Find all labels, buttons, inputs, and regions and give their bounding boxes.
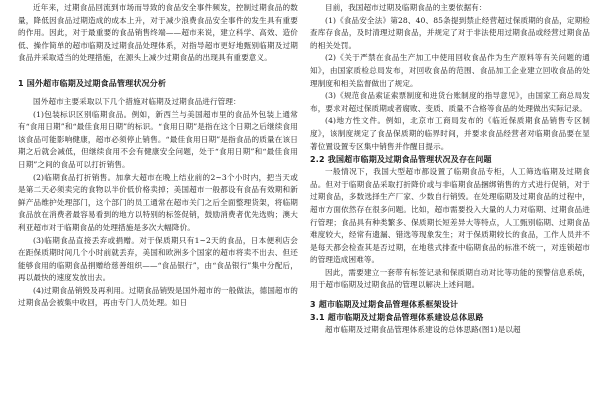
section-1-paragraph: (1)包装标识区别临期食品。例如，新西兰与美国超市里的食品外包装上通常有“食用日期”和“最佳食用日期”的标识。“食用日期”是指在这个日期之后继续食用该食品可能影响健康，超市必须停止销售。“最佳食用日期”是指食品的质量在该日期之后就会减低，但继续食用不会有健康安全问题，处于“食用日期”和“最佳食用日期”之间的食品可以打折销售。 xyxy=(18,109,298,169)
right-paragraph: 目前，我国超市过期及临期食品的主要依据有： xyxy=(325,3,487,12)
intro-paragraph: 近年来，过期食品回流到市场而导致的食品安全事件频发，控制过期食品的数量，降低因食品过期造成的成本上升，对于减少浪费食品安全事件的发生具有重要的作用。因此，对于最重要的食品销售终端——超市来说，建立科学、高效、造价低、操作简单的超市临期及过期食品处理体系，对指导超市更好地甄别临期及过期食品并采取适当的处理措施，在源头上减少过期食品的出现具有重要意义。 xyxy=(18,3,298,63)
section-1-paragraph: (2)临期食品打折销售。加拿大超市在晚上结业前的2~3个小时内，把当天或是第二天必须卖完的食物以半价低价格卖掉；美国超市一般都设有食品有效期和新鲜产品维护处理部门，这个部门的员工通常在超市关门之后全面整理货架，将临期食品放在消费者最容易看到的地方以特别的标签促销，鼓励消费者优先选购；澳大利亚超市对于临期食品的处理措施是多次大幅降价。 xyxy=(18,172,298,232)
section-2-2-heading: 2.2 我国超市临期及过期食品管理状况及存在问题 xyxy=(310,155,492,165)
section-3-heading: 3 超市临期及过期食品管理体系框架设计 xyxy=(310,300,459,310)
section-3-1-heading: 3.1 超市临期及过期食品管理体系建设总体思路 xyxy=(310,313,484,323)
section-1-paragraph: (4)过期食品销毁及再利用。过期食品销毁是国外超市的一般做法，德国超市的过期食品会被集中收回，再由专门人员处理。如日 xyxy=(18,285,298,308)
section-1-paragraph: 国外超市主要采取以下几个措施对临期及过期食品进行管理： xyxy=(33,96,241,106)
right-paragraph: (2)《关于严禁在食品生产加工中使用回收食品作为生产原料等有关问题的通知》，由国家质检总局发布，对回收食品的范围、食品加工企业建立回收食品的处理制度和相关监督做出了规定。 xyxy=(310,53,590,88)
section-2-2-paragraph: 因此，需要建立一套带有标签记录和保质期自动对比等功能的预警信息系统，用于超市临期及过期食品的管理以解决上述问题。 xyxy=(310,267,590,290)
right-paragraph: (3)《规范食品索证索票制度和进货台账制度的指导意见》，由国家工商总局发布，要求对超过保质期或者腐败、变质、质量不合格等食品的处理做出实际记录。 xyxy=(310,91,590,113)
right-paragraph: (1)《食品安全法》第28、40、85条提到禁止经营超过保质期的食品，定期检查库存食品，及时清理过期食品，并规定了对于非法使用过期食品或经营过期食品的相关处罚。 xyxy=(310,15,590,50)
section-1-paragraph: (3)临期食品直接丢弃或捐赠。对于保质期只有1~2天的食品，日本便利店会在距保质期时间几个小时前就丢弃，美国和欧洲多个国家的超市将卖不出去、但还能够食用的临期食品捐赠给慈善组织——“食品银行”，由“食品银行”集中分配后，再以最快的速度发放出去。 xyxy=(18,235,298,283)
right-paragraph: (4)地方性文件。例如，北京市工商局发布的《临近保质期食品销售专区制度》，该制度规定了食品保质期的临界时间，并要求食品经营者对临期食品要在显著位置设置专区集中销售并作醒目提示。 xyxy=(310,116,590,151)
right-column xyxy=(310,2,590,337)
section-2-2-paragraph: 一般情况下，我国大型超市都设置了临期食品专柜，人工筛选临期及过期食品。但对于临期食品采取打折降价或与非临期食品捆绑销售的方式进行促销，对于过期食品，多数选择生产厂家、少数自行销毁。在处理临期及过期食品的过程中，超市方面依然存在很多问题。比如，超市需要投入大量的人力对临期、过期食品进行管理；食品具有种类繁多、保质期长短差异大等特点，人工甄别临期、过期食品难度较大，经常有遗漏、错选等现象发生；对于保质期较长的食品，工作人员并不是每天都会检查其是否过期，在地毯式排查中临期食品的标准不统一，对连锁超市的管理造成困难等。 xyxy=(310,167,590,265)
section-3-1-paragraph: 超市临期及过期食品管理体系建设的总体思路(图1)是以超 xyxy=(325,325,521,335)
left-column xyxy=(18,2,298,310)
section-1-heading: 1 国外超市临期及过期食品管理状况分析 xyxy=(18,78,167,88)
